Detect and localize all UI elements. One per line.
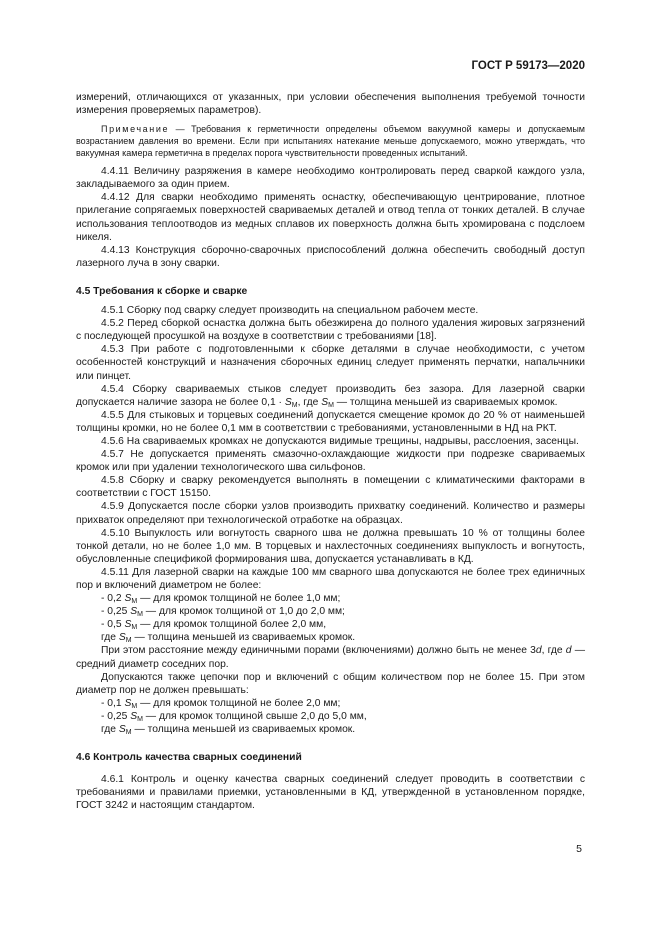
subscript-m: M [131,624,138,632]
note-text: — Требования к герметичности определены объемом вакуумной камеры и допускаемым возрастанием давления во времени. Если при испытаниях натекание меньше допускаемого, можно утверждать, что вакуумная камера герметична в пределах порога чувствительности проведенных испытаний. [76,124,585,159]
text-run: , где [297,396,322,408]
text-run: 0,25 [104,606,131,618]
symbol-d: d [535,645,542,657]
text-run: 0,2 [104,593,125,605]
paragraph-4-4-13: 4.4.13 Конструкция сборочно-сварочных приспособлений должна обеспечить свободный доступ лазерного луча в зону сварки. [76,244,585,269]
paragraph-4-5-9: 4.5.9 Допускается после сборки узлов производить прихватку соединений. Количество и размеры прихваток определяют при технологической отработке на образцах. [76,501,585,526]
list-dash: - [101,606,105,618]
paragraph-4-5-10: 4.5.10 Выпуклость или вогнутость сварного шва не должна превышать 10 % от толщины более тонкой детали, но не более 1,0 мм. В торцевых и нахлесточных соединениях выпуклость и вогнутость, обусловленные спецификой формирования шва, допускается устанавливать в КД. [76,527,585,565]
list-dash: - [101,593,105,605]
text-run: , где [541,645,566,657]
paragraph-pore-chains: Допускаются также цепочки пор и включений с общим количеством пор не более 15. При этом диаметр пор не должен превышать: [76,671,585,696]
paragraph-4-5-7: 4.5.7 Не допускается применять смазочно-охлаждающие жидкости при подрезке свариваемых кромок или при удалении технологического шва сильфонов. [76,449,585,474]
text-run: — толщина меньшей из свариваемых кромок. [333,396,558,408]
paragraph-4-6-1: 4.6.1 Контроль и оценку качества сварных соединений следует проводить в соответствии с требованиями и правилами приемки, установленными в КД, утвержденной в установленном порядке, ГОСТ 3242 и настоящим стандартом. [76,774,585,812]
text-run: где [101,632,119,644]
text-run: 4.5.4 Сборку свариваемых стыков следует производить без зазора. Для лазерной сварки допускается наличие зазора не более 0,1 · [76,383,585,408]
note-block [76,123,585,159]
paragraph-4-5-3: 4.5.3 При работе с подготовленными к сборке деталями в случае необходимости, с учетом особенностей конструкций и назначения сборочных единиц следует применять перчатки, напальчники или пинцет. [76,344,585,382]
subscript-m: M [137,611,143,619]
subscript-m: M [291,401,298,409]
text-run: — средний диаметр соседних пор. [76,645,585,670]
list-item [76,618,585,631]
definition-line [76,631,585,644]
paragraph-4-4-12: 4.4.12 Для сварки необходимо применять оснастку, обеспечивающую центрирование, плотное прилегание сопрягаемых поверхностей свариваемых деталей и отвод тепла от тонких деталей. В случае использования теплоотводов из медных сплавов их поверхность должна быть хромирована с подслоем никеля. [76,192,585,243]
text-run: — для кромок толщиной более 2,0 мм, [137,619,327,631]
text-run: — для кромок толщиной от 1,0 до 2,0 мм; [142,606,345,618]
subscript-m: M [125,729,132,737]
text-run: — для кромок толщиной не более 1,0 мм; [137,593,341,605]
text-run: 0,5 [104,619,125,631]
subscript-m: M [125,637,132,645]
list-item [76,605,585,618]
text-run: — толщина меньшей из свариваемых кромок. [131,724,356,736]
document-header: ГОСТ Р 59173—2020 [471,60,585,72]
list-item [76,710,585,723]
paragraph-4-4-11: 4.4.11 Величину разряжения в камере необходимо контролировать перед сваркой каждого узла, закладываемого за один прием. [76,166,585,191]
paragraph-pore-distance [76,644,585,670]
text-run: 0,1 [104,697,125,709]
symbol-s: S [130,710,138,722]
subscript-m: M [328,401,334,409]
symbol-s: S [124,697,132,709]
list-item [76,697,585,710]
section-heading-4-5: 4.5 Требования к сборке и сварке [76,285,248,297]
subscript-m: M [137,715,143,723]
paragraph-4-5-4 [76,383,585,409]
text-run: При этом расстояние между единичными порами (включениями) должно быть не менее 3 [101,645,536,657]
paragraph-4-5-11: 4.5.11 Для лазерной сварки на каждые 100 мм сварного шва допускаются не более трех единичных пор и включений диаметром не более: [76,566,585,591]
text-run: 0,25 [104,710,131,722]
paragraph-4-5-2: 4.5.2 Перед сборкой оснастка должна быть обезжирена до полного удаления жировых загрязнений с последующей просушкой на воздухе в соответствии с требованиями [18]. [76,318,585,343]
page-body [76,91,585,813]
symbol-s: S [118,724,126,736]
symbol-s: S [118,632,126,644]
list-item [76,592,585,605]
text-run: где [101,724,119,736]
symbol-s: S [124,619,132,631]
text-run: — для кромок толщиной свыше 2,0 до 5,0 мм, [142,710,367,722]
paragraph-4-5-1: 4.5.1 Сборку под сварку следует производить на специальном рабочем месте. [101,305,479,317]
note-label: Примечание [101,124,170,135]
definition-line [76,723,585,736]
paragraph-4-5-8: 4.5.8 Сборку и сварку рекомендуется выполнять в помещении с климатическими факторами в соответствии с ГОСТ 15150. [76,475,585,500]
section-heading-4-6: 4.6 Контроль качества сварных соединений [76,752,302,764]
text-run: — для кромок толщиной не более 2,0 мм; [137,697,341,709]
text-run: — толщина меньшей из свариваемых кромок. [131,632,356,644]
paragraph-4-5-6: 4.5.6 На свариваемых кромках не допускаются видимые трещины, надрывы, расслоения, засенцы. [101,435,579,447]
list-dash: - [101,619,105,631]
symbol-s: S [284,396,292,408]
subscript-m: M [131,598,138,606]
list-dash: - [101,697,105,709]
symbol-s: S [130,606,138,618]
symbol-s: S [321,396,329,408]
subscript-m: M [131,702,138,710]
paragraph-4-5-5: 4.5.5 Для стыковых и торцевых соединений допускается смещение кромок до 20 % от наименьшей толщины кромки, но не более 0,1 мм в соответствии с требованиями, установленными в НД на РКТ. [76,409,585,434]
page-number: 5 [576,843,582,855]
symbol-s: S [124,593,132,605]
list-dash: - [101,710,105,722]
paragraph-continuation: измерений, отличающихся от указанных, при условии обеспечения выполнения требуемой точности измерения проверяемых параметров). [76,92,585,117]
symbol-d: d [565,645,572,657]
